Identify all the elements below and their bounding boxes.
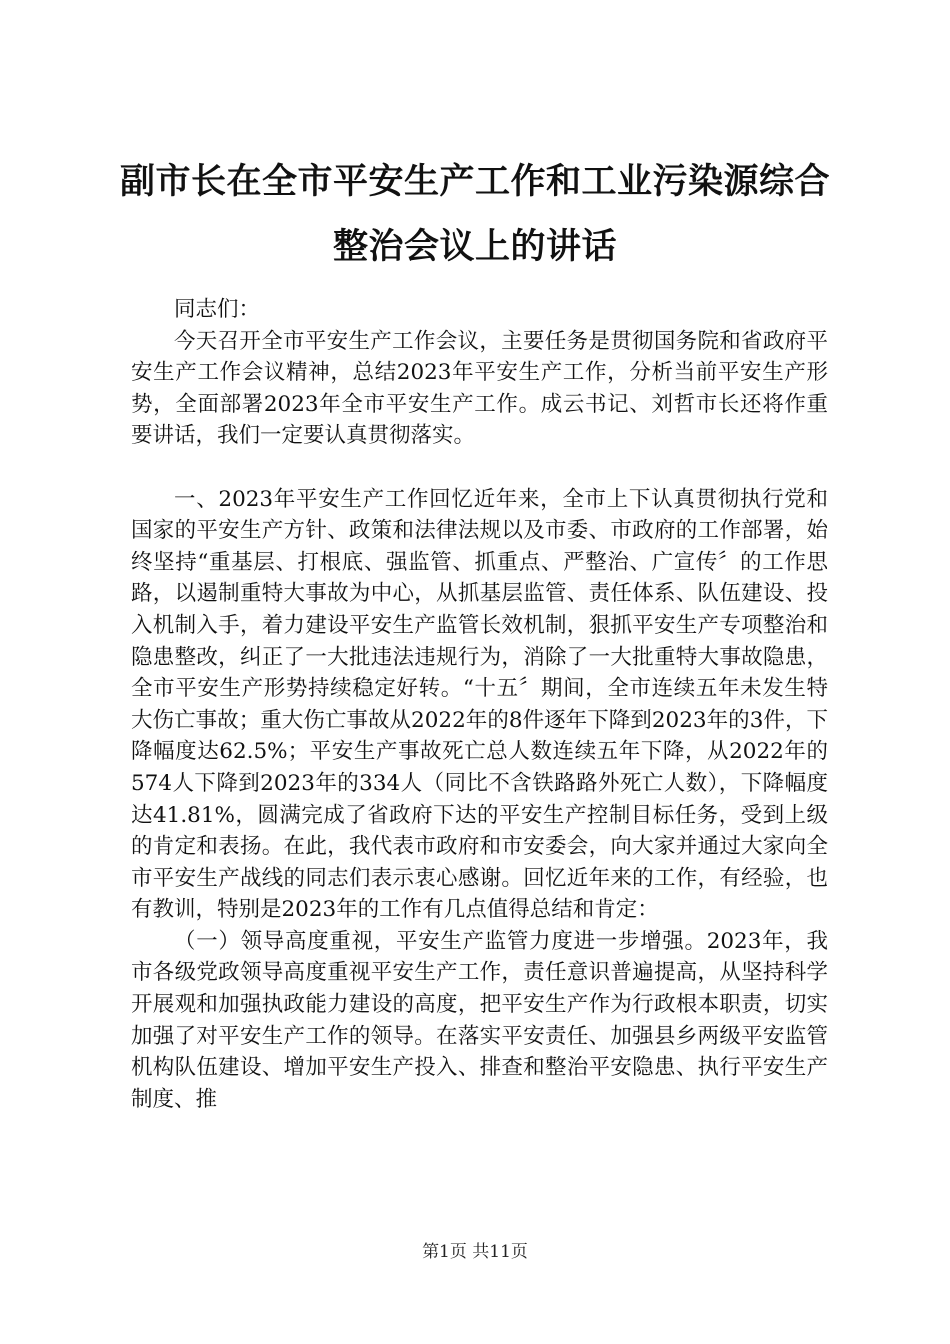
document-title-line-1: 副市长在全市平安生产工作和工业污染源综合 [119,161,830,202]
document-title-line-2: 整治会议上的讲话 [332,226,617,267]
section-one-paragraph: 一、2023年平安生产工作回忆近年来，全市上下认真贯彻执行党和国家的平安生产方针、政策和法律法规以及市委、市政府的工作部署，始终坚持“重基层、打根底、强监管、抓重点、严整治、广宣传〞的工作思路，以遏制重特大事故为中心，从抓基层监管、责任体系、队伍建设、投入机制入手，着力建设平安生产监管长效机制，狠抓平安生产专项整治和隐患整改，纠正了一大批违法违规行为，消除了一大批重特大事故隐患，全市平安生产形势持续稳定好转。“十五〞期间，全市连续五年未发生特大伤亡事故；重大伤亡事故从2022年的8件逐年下降到2023年的3件，下降幅度达62.5%；平安生产事故死亡总人数连续五年下降，从2022年的574人下降到2023年的334人（同比不含铁路路外死亡人数），下降幅度达41.81%，圆满完成了省政府下达的平安生产控制目标任务，受到上级的肯定和表扬。在此，我代表市政府和市安委会，向大家并通过大家向全市平安生产战线的同志们表示衷心感谢。回忆近年来的工作，有经验，也有教训，特别是2023年的工作有几点值得总结和肯定： [131,486,828,923]
intro-paragraph: 今天召开全市平安生产工作会议，主要任务是贯彻国务院和省政府平安生产工作会议精神，总结2023年平安生产工作，分析当前平安生产形势，全面部署2023年全市平安生产工作。成云书记、刘哲市长还将作重要讲话，我们一定要认真贯彻落实。 [131,328,828,449]
page-footer: 第1页 共11页 [422,1242,528,1262]
subsection-one-paragraph: （一）领导高度重视，平安生产监管力度进一步增强。2023年，我市各级党政领导高度重视平安生产工作，责任意识普遍提高，从坚持科学开展观和加强执政能力建设的高度，把平安生产作为行政根本职责，切实加强了对平安生产工作的领导。在落实平安责任、加强县乡两级平安监管机构队伍建设、增加平安生产投入、排查和整治平安隐患、执行平安生产制度、推 [131,928,828,1112]
document-body [131,294,828,1115]
salutation-paragraph: 同志们： [174,297,261,322]
